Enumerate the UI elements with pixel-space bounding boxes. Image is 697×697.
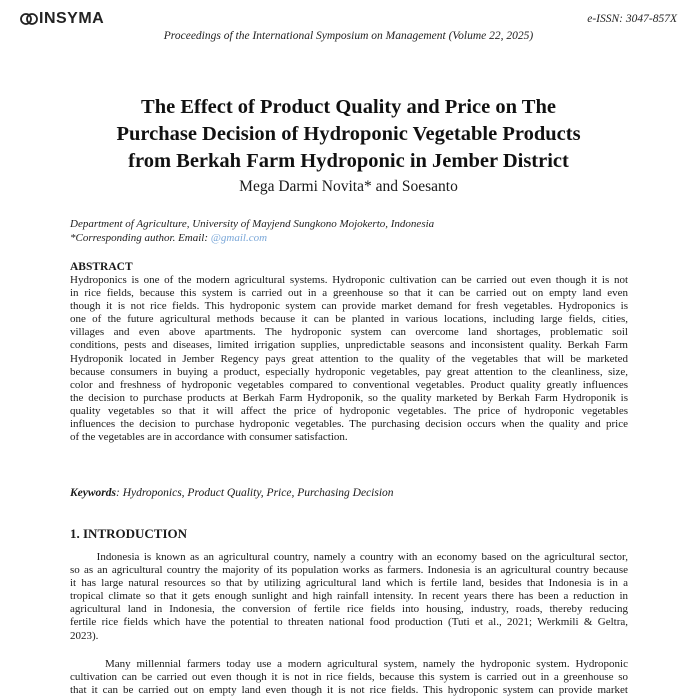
paragraph-line: tropical climate so that it gets enough sunlight and high rainfall intensity. In recent years there has been a reduction in [70,590,628,603]
abstract-line: Hydroponik located in Jember Regency pays great attention to the quality of the vegetables that will be marketed [70,352,628,365]
issn-label: e-ISSN: 3047-857X [587,13,677,25]
abstract-body [70,274,628,444]
insyma-logo [20,10,104,28]
proceedings-running-header: Proceedings of the International Symposium on Management (Volume 22, 2025) [163,30,534,42]
abstract-line: of the vegetables are in accordance with consumer satisfaction. [70,431,348,444]
abstract-line: one of the future agricultural methods because it can be planted in various locations, including large fields, cities, [70,313,628,326]
paragraph-line: it has large natural resources so that by utilizing agricultural land which is fertile land, besides that Indonesia is in a [70,577,628,590]
title-line: The Effect of Product Quality and Price on The [141,96,556,118]
abstract-line: influences the decision to purchase hydroponic vegetables. The purchasing decision occurs when the quality and price [70,418,628,431]
corresponding-author [70,232,434,246]
abstract-line: because consumers in buying a product, especially hydroponic vegetables, pay great attention to the cleanliness, size, [70,365,628,378]
keywords-values: : Hydroponics, Product Quality, Price, Purchasing Decision [116,487,394,499]
abstract-line: in rice fields, because this system is carried out in a greenhouse so that it can be carried out on empty land even [70,287,628,300]
abstract-line: Hydroponics is one of the modern agricultural systems. Hydroponic cultivation can be carried out even though it is not [70,274,628,286]
abstract-line: though it is not rice fields. This hydroponic system can provide market demand for fresh vegetables. Hydroponics is [70,300,628,313]
logo-mark-icon [20,12,38,26]
corresponding-label: *Corresponding author. Email: [70,231,209,244]
paragraph-line: cultivation can be carried out even though it is not in rice fields, because this system is carried out in a greenhouse so [70,671,628,684]
abstract-line: the decision to purchase products at Berkah Farm Hydroponik, so the quality marketed by Berkah Farm Hydroponik is [70,391,628,404]
paragraph-line: so as an agricultural country the majority of its population works as farmers. Indonesia is an agricultural country because [70,564,628,577]
introduction-paragraph-1 [70,551,628,643]
abstract-line: conditions, pests and diseases, limited irrigation supplies, unpredictable seasons and inconsistent quality. Berkah Farm [70,339,628,352]
paragraph-line: 2023). [70,629,99,642]
paragraph-line: Indonesia is known as an agricultural country, namely a country with an economy based on the agricultural sector, [70,551,628,563]
abstract-line: quality vegetables so that it will affect the price of hydroponic vegetables. The price of hydroponic vegetables [70,404,628,417]
affiliation: Department of Agriculture, University of Mayjend Sungkono Mojokerto, Indonesia [70,218,435,230]
title-line: Purchase Decision of Hydroponic Vegetable Products [116,123,581,145]
title-line: from Berkah Farm Hydroponic in Jember District [128,150,569,172]
abstract-line: color and freshness of hydroponic vegetables compared to conventional vegetables. Product quality greatly influences [70,378,628,391]
paper-authors: Mega Darmi Novita* and Soesanto [239,178,458,195]
paragraph-line: that it can be carried out on empty land even though it is not rice fields. This hydroponic system can provide market [70,684,628,697]
affiliation-block [70,218,434,245]
paragraph-line: agricultural land in Indonesia, the conversion of fertile rice fields into housing, industry, roads, thereby reducing [70,603,628,616]
paper-title [40,94,657,175]
paragraph-line: fertile rice fields which have the potential to threaten national food production (Tuti et al., 2021; Werkmili & Geltra, [70,616,628,629]
section-heading-introduction: 1. INTRODUCTION [70,526,188,541]
abstract-heading: ABSTRACT [70,261,133,273]
keywords-label: Keywords [70,487,116,499]
corresponding-email-link[interactable]: @gmail.com [210,231,268,244]
abstract-line: villages and even above apartments. The hydroponic system can overcome land shortages, problematic soil [70,326,628,339]
keywords-line [70,487,394,499]
paragraph-line: Many millennial farmers today use a modern agricultural system, namely the hydroponic system. Hydroponic [70,658,628,670]
introduction-paragraph-2 [70,658,628,697]
logo-text: INSYMA [39,10,105,27]
